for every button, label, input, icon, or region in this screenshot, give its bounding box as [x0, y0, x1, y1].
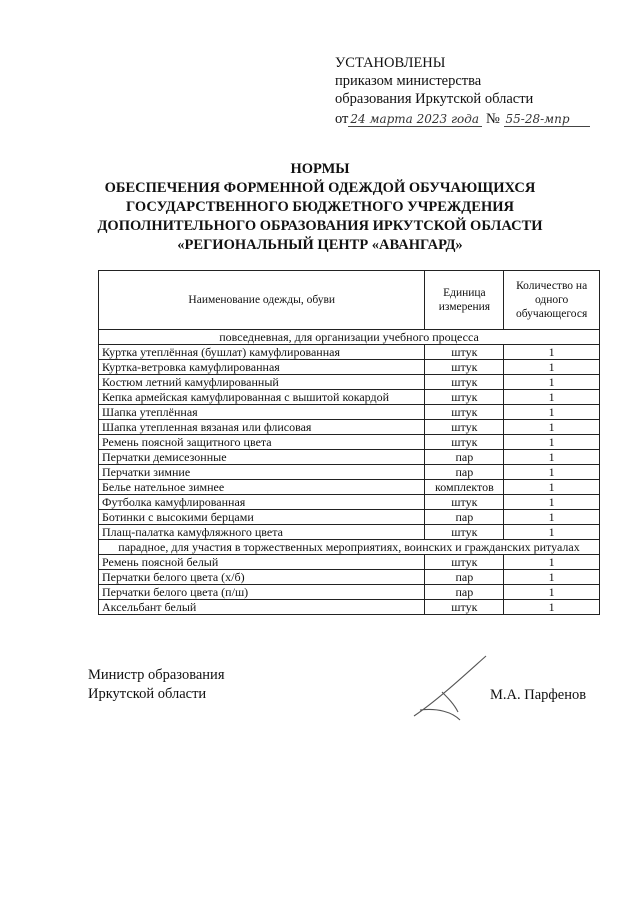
item-qty-cell: 1: [504, 480, 600, 495]
item-unit-cell: пар: [425, 570, 504, 585]
item-unit-cell: штук: [425, 435, 504, 450]
table-row: [99, 465, 600, 480]
item-unit-cell: штук: [425, 600, 504, 615]
item-unit-cell: штук: [425, 360, 504, 375]
table-row: [99, 435, 600, 450]
norms-table: [98, 270, 600, 615]
section-row: [99, 540, 600, 555]
item-name-cell: Шапка утепленная вязаная или флисовая: [99, 420, 425, 435]
position-line-1: Министр образования: [88, 667, 225, 683]
item-name-cell: Ремень поясной белый: [99, 555, 425, 570]
approval-order-line: приказом министерства: [335, 73, 482, 89]
approval-ministry-line: образования Иркутской области: [335, 91, 534, 107]
item-name-cell: Шапка утеплённая: [99, 405, 425, 420]
section-row: [99, 330, 600, 345]
table-header-row: [99, 271, 600, 330]
item-unit-cell: штук: [425, 390, 504, 405]
item-unit-cell: штук: [425, 375, 504, 390]
item-qty-cell: 1: [504, 600, 600, 615]
header-name: Наименование одежды, обуви: [99, 271, 425, 330]
table-body: [99, 330, 600, 615]
number-label: №: [486, 111, 500, 127]
document-title: [0, 160, 640, 255]
item-qty-cell: 1: [504, 525, 600, 540]
item-qty-cell: 1: [504, 555, 600, 570]
item-qty-cell: 1: [504, 585, 600, 600]
item-qty-cell: 1: [504, 390, 600, 405]
item-unit-cell: штук: [425, 405, 504, 420]
section-title-daily: повседневная, для организации учебного процесса: [99, 330, 600, 345]
table-row: [99, 525, 600, 540]
table-row: [99, 555, 600, 570]
signer-position: [88, 666, 224, 704]
item-qty-cell: 1: [504, 510, 600, 525]
item-unit-cell: пар: [425, 510, 504, 525]
table-row: [99, 510, 600, 525]
handwritten-date: 24 марта 2023 года: [348, 112, 482, 127]
item-name-cell: Ремень поясной защитного цвета: [99, 435, 425, 450]
table-row: [99, 495, 600, 510]
item-name-cell: Перчатки белого цвета (п/ш): [99, 585, 425, 600]
item-name-cell: Кепка армейская камуфлированная с вышитой кокардой: [99, 390, 425, 405]
item-qty-cell: 1: [504, 495, 600, 510]
table-row: [99, 405, 600, 420]
header-qty: Количество на одного обучающегося: [504, 271, 600, 330]
item-name-cell: Куртка утеплённая (бушлат) камуфлированная: [99, 345, 425, 360]
item-name-cell: Перчатки белого цвета (х/б): [99, 570, 425, 585]
item-name-cell: Костюм летний камуфлированный: [99, 375, 425, 390]
section-title-ceremonial: парадное, для участия в торжественных мероприятиях, воинских и гражданских ритуалах: [99, 540, 600, 555]
item-name-cell: Перчатки демисезонные: [99, 450, 425, 465]
item-qty-cell: 1: [504, 405, 600, 420]
handwritten-signature: [408, 652, 498, 724]
item-qty-cell: 1: [504, 465, 600, 480]
item-name-cell: Перчатки зимние: [99, 465, 425, 480]
item-qty-cell: 1: [504, 360, 600, 375]
title-line-1: НОРМЫ: [290, 161, 350, 177]
item-name-cell: Плащ-палатка камуфляжного цвета: [99, 525, 425, 540]
item-unit-cell: пар: [425, 465, 504, 480]
from-label: от: [335, 111, 349, 127]
position-line-2: Иркутской области: [88, 686, 207, 702]
approval-date-number-line: [335, 110, 615, 128]
table-row: [99, 570, 600, 585]
item-qty-cell: 1: [504, 570, 600, 585]
item-unit-cell: штук: [425, 525, 504, 540]
title-line-5: «РЕГИОНАЛЬНЫЙ ЦЕНТР «АВАНГАРД»: [177, 237, 463, 253]
item-unit-cell: комплектов: [425, 480, 504, 495]
table-row: [99, 360, 600, 375]
title-line-4: ДОПОЛНИТЕЛЬНОГО ОБРАЗОВАНИЯ ИРКУТСКОЙ ОБЛАСТИ: [97, 218, 543, 234]
table-row: [99, 420, 600, 435]
item-unit-cell: штук: [425, 555, 504, 570]
item-name-cell: Футболка камуфлированная: [99, 495, 425, 510]
table-row: [99, 480, 600, 495]
signer-name: М.А. Парфенов: [490, 687, 587, 703]
table-row: [99, 345, 600, 360]
item-qty-cell: 1: [504, 450, 600, 465]
item-unit-cell: штук: [425, 345, 504, 360]
item-qty-cell: 1: [504, 435, 600, 450]
item-name-cell: Куртка-ветровка камуфлированная: [99, 360, 425, 375]
item-qty-cell: 1: [504, 375, 600, 390]
item-qty-cell: 1: [504, 420, 600, 435]
approval-heading: УСТАНОВЛЕНЫ: [335, 55, 446, 71]
item-name-cell: Белье нательное зимнее: [99, 480, 425, 495]
table-row: [99, 390, 600, 405]
table-row: [99, 375, 600, 390]
approval-block: [335, 54, 615, 128]
handwritten-number: 55-28-мпр: [504, 112, 590, 127]
table-row: [99, 585, 600, 600]
item-unit-cell: штук: [425, 495, 504, 510]
item-unit-cell: пар: [425, 585, 504, 600]
table-row: [99, 450, 600, 465]
table-row: [99, 600, 600, 615]
item-name-cell: Аксельбант белый: [99, 600, 425, 615]
title-line-3: ГОСУДАРСТВЕННОГО БЮДЖЕТНОГО УЧРЕЖДЕНИЯ: [126, 199, 514, 215]
item-unit-cell: пар: [425, 450, 504, 465]
item-name-cell: Ботинки с высокими берцами: [99, 510, 425, 525]
item-qty-cell: 1: [504, 345, 600, 360]
header-unit: Единица измерения: [425, 271, 504, 330]
item-unit-cell: штук: [425, 420, 504, 435]
title-line-2: ОБЕСПЕЧЕНИЯ ФОРМЕННОЙ ОДЕЖДОЙ ОБУЧАЮЩИХСЯ: [104, 180, 536, 196]
